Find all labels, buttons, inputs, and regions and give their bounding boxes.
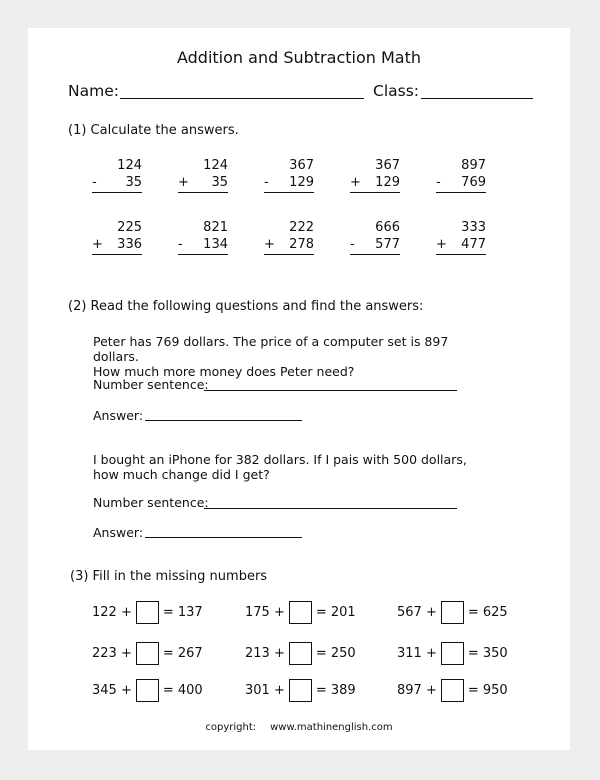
vertical-problem — [264, 157, 314, 193]
answer-box[interactable] — [289, 642, 312, 665]
problem-top-number: 367 — [375, 158, 400, 173]
equation-left: 213 + — [245, 645, 285, 661]
problem-operator: - — [178, 237, 183, 252]
worksheet-page — [28, 28, 570, 750]
problem-operator: + — [264, 237, 275, 252]
vertical-problem — [436, 219, 486, 255]
problem-operator: + — [178, 175, 189, 190]
equation-right: = 250 — [315, 645, 356, 661]
equation-right: = 389 — [315, 682, 356, 698]
answer-box[interactable] — [441, 601, 464, 624]
problem-bottom-number: 577 — [375, 237, 400, 252]
problem-bottom-number: 278 — [289, 237, 314, 252]
missing-number-equation — [245, 599, 356, 625]
problem-bottom-number: 129 — [289, 175, 314, 190]
problem-operator: - — [350, 237, 355, 252]
equation-right: = 950 — [467, 682, 508, 698]
word-problem-2-line1: I bought an iPhone for 382 dollars. If I pais with 500 dollars, — [93, 452, 467, 467]
name-field-line[interactable] — [120, 98, 364, 99]
word-problem-1-line2: How much more money does Peter need? — [93, 364, 355, 379]
answer-label: Answer: — [93, 408, 144, 423]
equation-right: = 267 — [162, 645, 203, 661]
number-sentence-line[interactable] — [204, 390, 457, 391]
answer-line[interactable] — [145, 420, 302, 421]
problem-bottom-number: 477 — [461, 237, 486, 252]
problem-bottom-number: 129 — [375, 175, 400, 190]
number-sentence-label: Number sentence: — [93, 495, 209, 510]
problem-bottom-number: 134 — [203, 237, 228, 252]
answer-label: Answer: — [93, 525, 144, 540]
section1-title: (1) Calculate the answers. — [68, 123, 239, 138]
missing-number-equation — [397, 599, 508, 625]
vertical-problem — [92, 157, 142, 193]
problem-operator: - — [92, 175, 97, 190]
class-field-line[interactable] — [421, 98, 533, 99]
problem-top-number: 222 — [289, 220, 314, 235]
missing-number-equation — [245, 640, 356, 666]
word-problem-1-line1: Peter has 769 dollars. The price of a computer set is 897 dollars. — [93, 334, 449, 364]
problem-operator: + — [92, 237, 103, 252]
equation-right: = 137 — [162, 604, 203, 620]
footer — [28, 722, 570, 733]
vertical-problem — [178, 219, 228, 255]
missing-number-equation — [245, 677, 356, 703]
equation-right: = 201 — [315, 604, 356, 620]
equation-left: 345 + — [92, 682, 132, 698]
problem-bottom-number: 35 — [125, 175, 142, 190]
word-problem-1 — [93, 334, 493, 379]
vertical-problem — [436, 157, 486, 193]
problem-top-number: 333 — [461, 220, 486, 235]
equation-left: 311 + — [397, 645, 437, 661]
problem-top-number: 367 — [289, 158, 314, 173]
number-sentence-label: Number sentence: — [93, 377, 209, 392]
answer-box[interactable] — [289, 601, 312, 624]
class-label: Class: — [373, 82, 420, 100]
problem-bottom-number: 336 — [117, 237, 142, 252]
missing-number-equation — [397, 640, 508, 666]
answer-box[interactable] — [441, 679, 464, 702]
missing-number-equation — [397, 677, 508, 703]
equation-right: = 400 — [162, 682, 203, 698]
answer-line[interactable] — [145, 537, 302, 538]
word-problem-2 — [93, 452, 493, 482]
vertical-problem — [178, 157, 228, 193]
problem-top-number: 225 — [117, 220, 142, 235]
number-sentence-line[interactable] — [204, 508, 457, 509]
problem-top-number: 124 — [203, 158, 228, 173]
equation-left: 897 + — [397, 682, 437, 698]
vertical-problem — [350, 157, 400, 193]
problem-bottom-number: 35 — [211, 175, 228, 190]
problem-top-number: 124 — [117, 158, 142, 173]
equation-left: 122 + — [92, 604, 132, 620]
equation-left: 223 + — [92, 645, 132, 661]
problem-operator: + — [350, 175, 361, 190]
worksheet-title: Addition and Subtraction Math — [176, 48, 421, 67]
vertical-problem — [92, 219, 142, 255]
vertical-problem — [350, 219, 400, 255]
section3-title: (3) Fill in the missing numbers — [70, 569, 268, 584]
problem-top-number: 666 — [375, 220, 400, 235]
problem-operator: - — [436, 175, 441, 190]
problem-operator: - — [264, 175, 269, 190]
vertical-problem — [264, 219, 314, 255]
word-problem-2-line2: how much change did I get? — [93, 467, 270, 482]
problem-bottom-number: 769 — [461, 175, 486, 190]
answer-box[interactable] — [441, 642, 464, 665]
name-label: Name: — [68, 82, 119, 100]
problem-top-number: 821 — [203, 220, 228, 235]
equation-left: 175 + — [245, 604, 285, 620]
answer-box[interactable] — [289, 679, 312, 702]
section2-title: (2) Read the following questions and find the answers: — [68, 299, 424, 314]
answer-box[interactable] — [136, 642, 159, 665]
missing-number-equation — [92, 677, 203, 703]
equation-left: 301 + — [245, 682, 285, 698]
missing-number-equation — [92, 640, 203, 666]
equation-right: = 350 — [467, 645, 508, 661]
problem-top-number: 897 — [461, 158, 486, 173]
answer-box[interactable] — [136, 601, 159, 624]
site-link[interactable]: www.mathinenglish.com — [270, 722, 393, 733]
copyright-label: copyright: — [205, 722, 257, 733]
missing-number-equation — [92, 599, 203, 625]
problem-operator: + — [436, 237, 447, 252]
answer-box[interactable] — [136, 679, 159, 702]
equation-right: = 625 — [467, 604, 508, 620]
equation-left: 567 + — [397, 604, 437, 620]
